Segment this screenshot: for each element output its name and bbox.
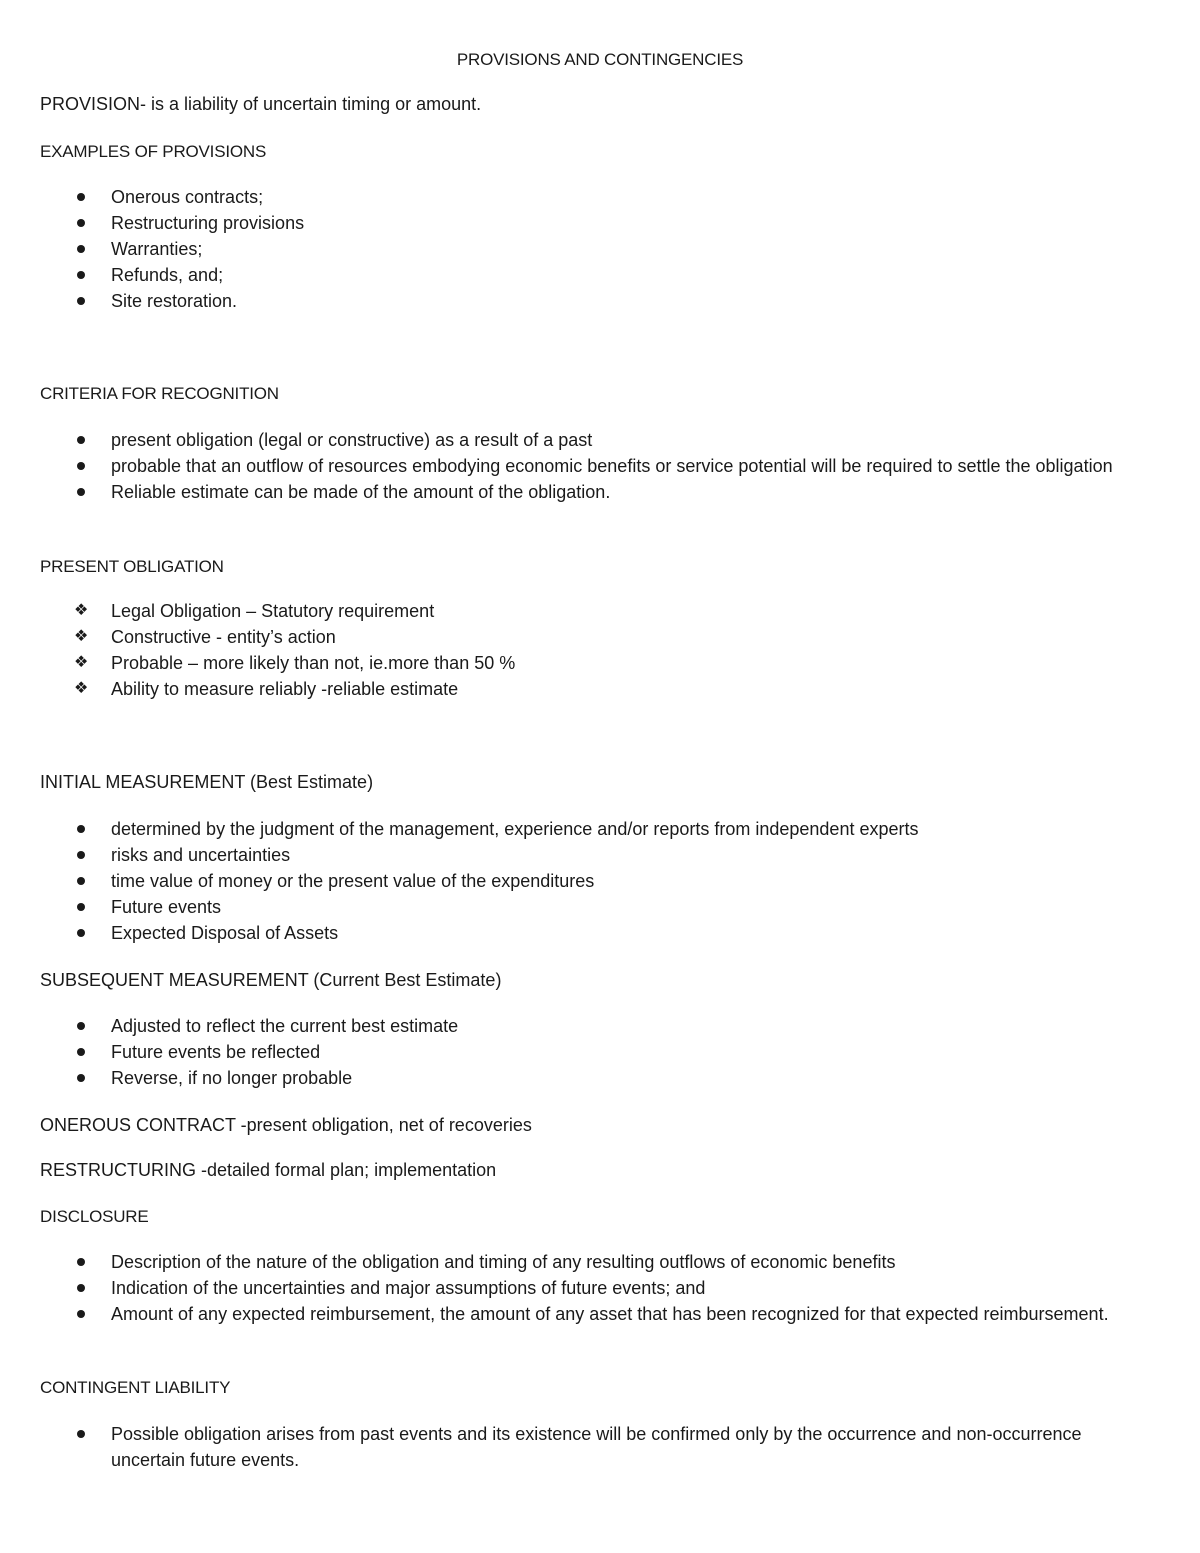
bullet-icon [74, 1013, 88, 1039]
document-title: PROVISIONS AND CONTINGENCIES [456, 50, 744, 69]
list-item [0, 1421, 1146, 1473]
examples-list [0, 184, 1160, 314]
bullet-icon [74, 262, 88, 288]
list-item [0, 598, 1146, 624]
list-item [0, 236, 1146, 262]
bullet-icon [74, 1301, 88, 1327]
list-item [0, 816, 1146, 842]
bullet-icon [74, 479, 88, 505]
bullet-icon [74, 1421, 88, 1447]
criteria-heading: CRITERIA FOR RECOGNITION [40, 384, 279, 403]
list-item-text: Reliable estimate can be made of the amount of the obligation. [111, 482, 611, 502]
list-item [0, 262, 1146, 288]
list-item [0, 288, 1146, 314]
bullet-icon [74, 1039, 88, 1065]
list-item-text: Future events be reflected [111, 1042, 321, 1062]
bullet-icon [74, 236, 88, 262]
bullet-icon [74, 894, 88, 920]
bullet-icon [74, 1275, 88, 1301]
list-item [0, 1039, 1146, 1065]
list-item-text: Refunds, and; [111, 265, 224, 285]
list-item-text: Ability to measure reliably -reliable estimate [111, 679, 459, 699]
initial-measurement-list [0, 816, 1160, 946]
bullet-icon [74, 184, 88, 210]
list-item [0, 479, 1146, 505]
bullet-icon [74, 920, 88, 946]
list-item-text: risks and uncertainties [111, 845, 291, 865]
list-item-text: Reverse, if no longer probable [111, 1068, 353, 1088]
disclosure-heading: DISCLOSURE [40, 1207, 149, 1226]
bullet-icon [74, 427, 88, 453]
list-item [0, 842, 1146, 868]
present-obligation-heading: PRESENT OBLIGATION [40, 557, 224, 576]
list-item-text: Description of the nature of the obligation and timing of any resulting outflows of economic benefits [111, 1252, 896, 1272]
list-item [0, 1249, 1146, 1275]
list-item-text: probable that an outflow of resources embodying economic benefits or service potential will be required to settle the obligation [111, 456, 1113, 476]
bullet-icon [74, 210, 88, 236]
list-item [0, 650, 1146, 676]
list-item [0, 453, 1146, 479]
list-item-text: Indication of the uncertainties and major assumptions of future events; and [111, 1278, 706, 1298]
list-item [0, 210, 1146, 236]
restructuring-line: RESTRUCTURING -detailed formal plan; implementation [40, 1160, 497, 1180]
criteria-list [0, 427, 1160, 505]
diamond-bullet-icon: ❖ [74, 654, 89, 671]
bullet-icon [74, 816, 88, 842]
list-item-text: Restructuring provisions [111, 213, 305, 233]
present-obligation-list [0, 598, 1160, 702]
diamond-bullet-icon: ❖ [74, 628, 89, 645]
list-item [0, 427, 1146, 453]
list-item-text: Adjusted to reflect the current best estimate [111, 1016, 459, 1036]
examples-heading: EXAMPLES OF PROVISIONS [40, 142, 267, 161]
list-item-text: determined by the judgment of the management, experience and/or reports from independent experts [111, 819, 919, 839]
bullet-icon [74, 1065, 88, 1091]
list-item [0, 920, 1146, 946]
list-item-text: Expected Disposal of Assets [111, 923, 339, 943]
list-item-text: Possible obligation arises from past events and its existence will be confirmed only by the occurrence and non-occurrence uncertain future events. [111, 1424, 1082, 1470]
subsequent-measurement-heading: SUBSEQUENT MEASUREMENT (Current Best Estimate) [40, 970, 502, 990]
bullet-icon [74, 288, 88, 314]
initial-measurement-heading: INITIAL MEASUREMENT (Best Estimate) [40, 772, 374, 792]
list-item [0, 1065, 1146, 1091]
contingent-liability-list [0, 1421, 1160, 1473]
list-item-text: Site restoration. [111, 291, 238, 311]
list-item-text: Future events [111, 897, 222, 917]
contingent-liability-heading: CONTINGENT LIABILITY [40, 1378, 231, 1397]
bullet-icon [74, 1249, 88, 1275]
list-item-text: Probable – more likely than not, ie.more than 50 % [111, 653, 516, 673]
list-item-text: Warranties; [111, 239, 203, 259]
onerous-contract-line: ONEROUS CONTRACT -present obligation, net of recoveries [40, 1115, 532, 1135]
provision-definition: PROVISION- is a liability of uncertain timing or amount. [40, 94, 482, 114]
list-item [0, 624, 1146, 650]
bullet-icon [74, 868, 88, 894]
list-item [0, 1301, 1146, 1327]
list-item [0, 1275, 1146, 1301]
list-item [0, 676, 1146, 702]
bullet-icon [74, 453, 88, 479]
list-item [0, 868, 1146, 894]
list-item [0, 184, 1146, 210]
bullet-icon [74, 842, 88, 868]
list-item [0, 1013, 1146, 1039]
list-item-text: present obligation (legal or constructive) as a result of a past [111, 430, 593, 450]
diamond-bullet-icon: ❖ [74, 680, 89, 697]
list-item [0, 894, 1146, 920]
list-item-text: time value of money or the present value of the expenditures [111, 871, 595, 891]
list-item-text: Constructive - entity’s action [111, 627, 336, 647]
list-item-text: Legal Obligation – Statutory requirement [111, 601, 435, 621]
subsequent-measurement-list [0, 1013, 1160, 1091]
list-item-text: Amount of any expected reimbursement, the amount of any asset that has been recognized for that expected reimbursement. [111, 1304, 1109, 1324]
diamond-bullet-icon: ❖ [74, 602, 89, 619]
list-item-text: Onerous contracts; [111, 187, 264, 207]
disclosure-list [0, 1249, 1160, 1327]
